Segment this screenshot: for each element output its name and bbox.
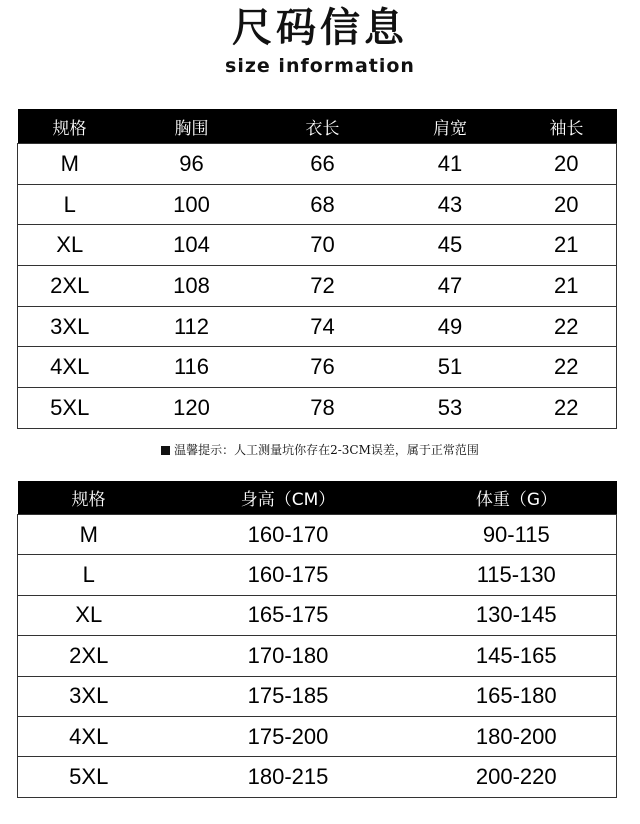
table-cell: 72 bbox=[262, 266, 384, 307]
table-cell: 108 bbox=[122, 266, 262, 307]
table-cell: 3XL bbox=[18, 676, 160, 716]
table-row bbox=[18, 184, 617, 225]
table-row bbox=[18, 676, 617, 716]
header-sleeve: 袖长 bbox=[517, 109, 617, 144]
table-cell: 53 bbox=[384, 388, 517, 429]
table-cell: 120 bbox=[122, 388, 262, 429]
table-row bbox=[18, 636, 617, 676]
table-cell: 175-185 bbox=[160, 676, 417, 716]
header-weight: 体重（G） bbox=[417, 481, 617, 515]
page-subtitle: size information bbox=[225, 55, 415, 77]
table-cell: 76 bbox=[262, 347, 384, 388]
header-chest: 胸围 bbox=[122, 109, 262, 144]
size-chart-table bbox=[17, 109, 617, 429]
table-cell: 175-200 bbox=[160, 716, 417, 756]
table-cell: 22 bbox=[517, 306, 617, 347]
table-cell: 74 bbox=[262, 306, 384, 347]
table-cell: 20 bbox=[517, 144, 617, 185]
header-height: 身高（CM） bbox=[160, 481, 417, 515]
table-cell: 170-180 bbox=[160, 636, 417, 676]
table-header-row bbox=[18, 109, 617, 144]
table-cell: 70 bbox=[262, 225, 384, 266]
header-size: 规格 bbox=[18, 109, 122, 144]
table-cell: 22 bbox=[517, 347, 617, 388]
page-title: 尺码信息 bbox=[232, 5, 408, 51]
table-cell: 41 bbox=[384, 144, 517, 185]
table-row bbox=[18, 144, 617, 185]
table-row bbox=[18, 595, 617, 635]
table-cell: 78 bbox=[262, 388, 384, 429]
table-cell: 5XL bbox=[18, 757, 160, 797]
table-row bbox=[18, 225, 617, 266]
table-cell: L bbox=[18, 555, 160, 595]
table-cell: 200-220 bbox=[417, 757, 617, 797]
measurement-note bbox=[0, 441, 640, 459]
table-cell: 20 bbox=[517, 184, 617, 225]
table-cell: 2XL bbox=[18, 266, 122, 307]
table-row bbox=[18, 716, 617, 756]
table-cell: 21 bbox=[517, 225, 617, 266]
table-row bbox=[18, 555, 617, 595]
table-cell: XL bbox=[18, 595, 160, 635]
table-cell: 104 bbox=[122, 225, 262, 266]
table-cell: 116 bbox=[122, 347, 262, 388]
note-text: 温馨提示：人工测量坑你存在2-3CM误差，属于正常范围 bbox=[174, 443, 479, 457]
table-header-row bbox=[18, 481, 617, 515]
table-cell: 22 bbox=[517, 388, 617, 429]
table-row bbox=[18, 266, 617, 307]
table-cell: M bbox=[18, 515, 160, 555]
table-cell: 4XL bbox=[18, 347, 122, 388]
table-cell: 68 bbox=[262, 184, 384, 225]
header-size: 规格 bbox=[18, 481, 160, 515]
header-length: 衣长 bbox=[262, 109, 384, 144]
table-cell: 112 bbox=[122, 306, 262, 347]
table-cell: 2XL bbox=[18, 636, 160, 676]
table-cell: 47 bbox=[384, 266, 517, 307]
table-cell: 130-145 bbox=[417, 595, 617, 635]
table-row bbox=[18, 306, 617, 347]
table-cell: 145-165 bbox=[417, 636, 617, 676]
bullet-square-icon bbox=[161, 446, 170, 455]
table-cell: 21 bbox=[517, 266, 617, 307]
table-row bbox=[18, 347, 617, 388]
table-cell: 49 bbox=[384, 306, 517, 347]
table-cell: 160-175 bbox=[160, 555, 417, 595]
header-shoulder: 肩宽 bbox=[384, 109, 517, 144]
table-cell: 3XL bbox=[18, 306, 122, 347]
table-cell: 51 bbox=[384, 347, 517, 388]
table-cell: 45 bbox=[384, 225, 517, 266]
table-row bbox=[18, 757, 617, 797]
fit-chart-table bbox=[17, 481, 617, 798]
table-cell: 165-175 bbox=[160, 595, 417, 635]
table-cell: L bbox=[18, 184, 122, 225]
table-cell: 4XL bbox=[18, 716, 160, 756]
table-row bbox=[18, 515, 617, 555]
table-cell: 96 bbox=[122, 144, 262, 185]
table-cell: XL bbox=[18, 225, 122, 266]
table-cell: M bbox=[18, 144, 122, 185]
table-cell: 180-200 bbox=[417, 716, 617, 756]
table-cell: 100 bbox=[122, 184, 262, 225]
table-cell: 66 bbox=[262, 144, 384, 185]
table-row bbox=[18, 388, 617, 429]
table-cell: 180-215 bbox=[160, 757, 417, 797]
table-cell: 165-180 bbox=[417, 676, 617, 716]
table-cell: 115-130 bbox=[417, 555, 617, 595]
table-cell: 43 bbox=[384, 184, 517, 225]
table-cell: 90-115 bbox=[417, 515, 617, 555]
table-cell: 160-170 bbox=[160, 515, 417, 555]
table-cell: 5XL bbox=[18, 388, 122, 429]
